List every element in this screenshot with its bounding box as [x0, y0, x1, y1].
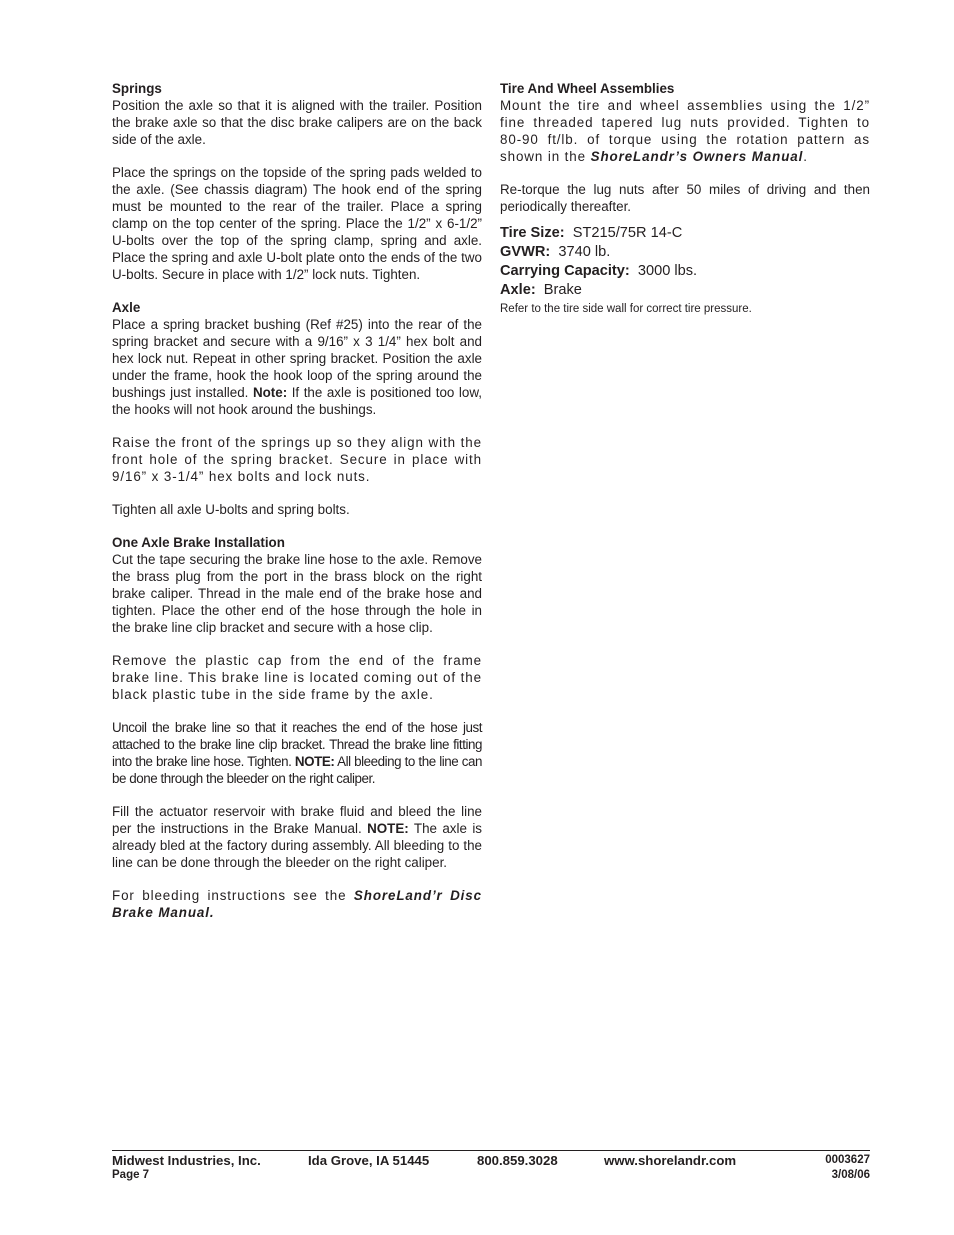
- footer-company: Midwest Industries, Inc.: [112, 1153, 261, 1168]
- brake-paragraph-1: Cut the tape securing the brake line hose to the axle. Remove the brass plug from the port in the brass block on the right brake caliper. Thread in the male end of the brake hose and tighten. Place the other end of the hose through the hole in the brake line clip bracket and secure with a hose clip.: [112, 552, 482, 635]
- brake-paragraph-2: Remove the plastic cap from the end of the frame brake line. This brake line is located coming out of the black plastic tube in the side frame by the axle.: [112, 653, 482, 702]
- footer-page-number: Page 7: [112, 1169, 150, 1181]
- footer-divider: [112, 1150, 870, 1151]
- tires-section: [500, 80, 870, 215]
- spec-gvwr-value: 3740 lb.: [558, 244, 611, 260]
- brake-paragraph-3-text-b: All bleeding to the line can be done through the bleeder on the right caliper.: [112, 754, 482, 786]
- spec-carrying-capacity-label: Carrying Capacity:: [500, 263, 630, 279]
- right-column: [500, 80, 870, 317]
- brake-manual-reference: ShoreLand’r Disc Brake Manual.: [112, 888, 482, 920]
- tires-paragraph-1: [500, 97, 870, 165]
- spec-carrying-capacity-value: 3000 lbs.: [637, 263, 698, 279]
- brake-heading: One Axle Brake Installation: [112, 535, 285, 550]
- tire-pressure-note: Refer to the tire side wall for correct tire pressure.: [500, 303, 752, 315]
- footer-date: 3/08/06: [831, 1169, 870, 1181]
- springs-paragraph-2: Place the springs on the topside of the spring pads welded to the axle. (See chassis diagram) The hook end of the spring must be mounted to the rear of the trailer. Place a spring clamp on the top center of the spring. Place the 1/2” x 6-1/2” U-bolts over the top of the spring clamp, spring and axle. Place the spring and axle U-bolt plate onto the ends of the two U-bolts. Secure in place with 1/2” lock nuts. Tighten.: [112, 165, 482, 282]
- footer-city: Ida Grove, IA 51445: [308, 1153, 430, 1168]
- axle-paragraph-1: [112, 316, 482, 418]
- tires-paragraph-1-text-a: Mount the tire and wheel assemblies using the 1/2” fine threaded tapered lug nuts provided. Tighten to 80-90 ft/lb. of torque using the rotation pattern as shown in the: [500, 98, 870, 164]
- brake-paragraph-5-text: For bleeding instructions see the: [112, 888, 354, 903]
- axle-paragraph-1-text-b: If the axle is positioned too low, the hooks will not hook around the bushings.: [112, 385, 483, 417]
- spec-carrying-capacity: [500, 262, 870, 281]
- spec-gvwr: [500, 243, 870, 262]
- tires-paragraph-2: Re-torque the lug nuts after 50 miles of driving and then periodically thereafter.: [500, 182, 870, 214]
- brake-paragraph-3-note-label: NOTE:: [294, 754, 335, 769]
- specs-block: [500, 224, 870, 317]
- springs-paragraph-1: Position the axle so that it is aligned with the trailer. Position the brake axle so that the disc brake calipers are on the back side of the axle.: [112, 98, 482, 147]
- brake-paragraph-3-text-a: Uncoil the brake line so that it reaches the end of the hose just attached to the brake line clip bracket. Thread the brake line fitting into the brake line hose. Tighten.: [112, 720, 482, 769]
- axle-paragraph-3: Tighten all axle U-bolts and spring bolts.: [112, 502, 350, 517]
- springs-heading: Springs: [112, 81, 162, 96]
- axle-note-label: Note:: [252, 385, 288, 400]
- spec-tire-size-value: ST215/75R 14-C: [572, 225, 683, 241]
- owners-manual-reference: ShoreLandr’s Owners Manual: [590, 149, 804, 164]
- axle-paragraph-2: Raise the front of the springs up so they align with the front hole of the spring bracket. Secure in place with 9/16” x 3-1/4” hex bolts and lock nuts.: [112, 435, 482, 484]
- brake-paragraph-4-text-a: Fill the actuator reservoir with brake fluid and bleed the line per the instructions in the Brake Manual.: [112, 804, 482, 836]
- footer-phone: 800.859.3028: [477, 1153, 558, 1168]
- spec-axle: [500, 281, 870, 300]
- brake-paragraph-5: [112, 887, 482, 921]
- brake-paragraph-3: [112, 719, 482, 787]
- brake-paragraph-4: [112, 803, 482, 871]
- left-column: [112, 80, 482, 937]
- spec-tire-size: [500, 224, 870, 243]
- spec-tire-size-label: Tire Size:: [500, 225, 565, 241]
- footer-website: www.shorelandr.com: [604, 1153, 737, 1168]
- brake-paragraph-4-text-b: The axle is already bled at the factory during assembly. All bleeding to the line can be done through the bleeder on the right caliper.: [112, 821, 482, 870]
- tires-paragraph-1-text-b: .: [803, 149, 808, 164]
- tires-heading: Tire And Wheel Assemblies: [500, 81, 675, 96]
- springs-section: [112, 80, 482, 283]
- brake-paragraph-4-note-label: NOTE:: [367, 821, 409, 836]
- brake-section: [112, 534, 482, 921]
- spec-axle-label: Axle:: [500, 282, 536, 298]
- axle-section: [112, 299, 482, 518]
- axle-heading: Axle: [112, 300, 141, 315]
- axle-paragraph-1-text-a: Place a spring bracket bushing (Ref #25) into the rear of the spring bracket and secure with a 9/16” x 3 1/4” hex bolt and hex lock nut. Repeat in other spring bracket. Position the axle under the frame, hook the hook loop of the spring around the bushings just installed.: [112, 317, 482, 400]
- footer-doc-number: 0003627: [825, 1154, 870, 1166]
- spec-gvwr-label: GVWR:: [500, 244, 551, 260]
- spec-axle-value: Brake: [543, 282, 582, 298]
